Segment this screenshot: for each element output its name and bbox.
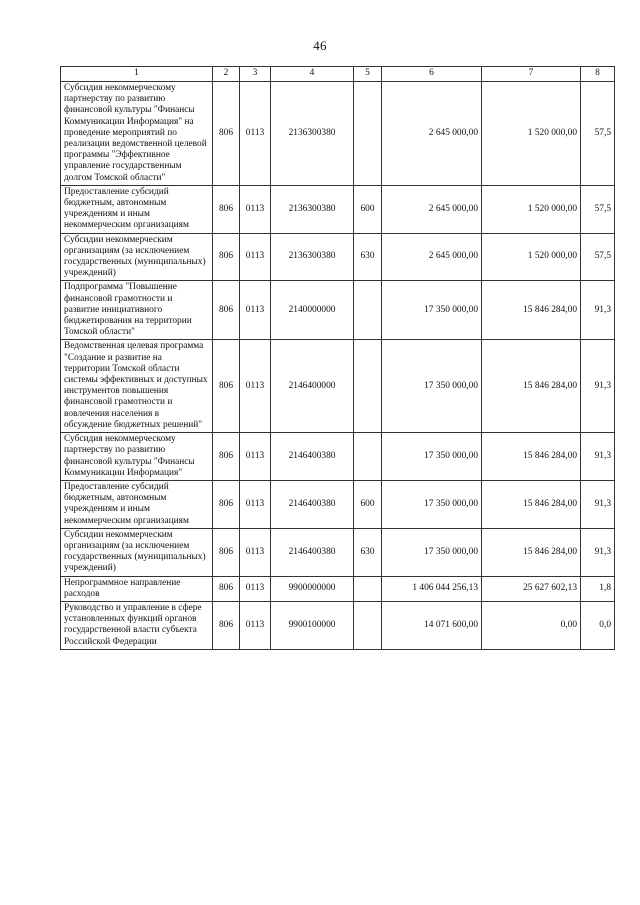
cell-actual: 25 627 602,13 (482, 576, 581, 601)
row-name: Субсидия некоммерческому партнерству по развитию финансовой культуры "Финансы Коммуникации Информация" на проведение мероприятий по реализации ведомственной целевой программы "Эффективное управление государственным долгом Томской области" (61, 82, 213, 186)
cell-ministry: 806 (213, 528, 240, 576)
cell-percent: 91,3 (581, 480, 615, 528)
cell-ministry: 806 (213, 185, 240, 233)
col-header: 4 (271, 67, 354, 82)
cell-actual: 1 520 000,00 (482, 185, 581, 233)
cell-plan: 17 350 000,00 (382, 281, 482, 340)
cell-ministry: 806 (213, 576, 240, 601)
cell-actual: 1 520 000,00 (482, 82, 581, 186)
cell-actual: 15 846 284,00 (482, 340, 581, 433)
cell-section: 0113 (240, 576, 271, 601)
cell-ministry: 806 (213, 433, 240, 481)
cell-section: 0113 (240, 82, 271, 186)
cell-actual: 15 846 284,00 (482, 281, 581, 340)
cell-expense-type (354, 281, 382, 340)
cell-ministry: 806 (213, 82, 240, 186)
cell-target: 2136300380 (271, 233, 354, 281)
table-row (61, 433, 615, 481)
cell-plan: 14 071 600,00 (382, 601, 482, 649)
cell-ministry: 806 (213, 480, 240, 528)
cell-actual: 0,00 (482, 601, 581, 649)
cell-ministry: 806 (213, 340, 240, 433)
cell-target: 9900100000 (271, 601, 354, 649)
cell-target: 2136300380 (271, 185, 354, 233)
cell-plan: 17 350 000,00 (382, 480, 482, 528)
cell-percent: 91,3 (581, 281, 615, 340)
cell-target: 9900000000 (271, 576, 354, 601)
cell-actual: 15 846 284,00 (482, 480, 581, 528)
cell-section: 0113 (240, 281, 271, 340)
cell-section: 0113 (240, 433, 271, 481)
cell-actual: 1 520 000,00 (482, 233, 581, 281)
table-row (61, 576, 615, 601)
row-name: Субсидии некоммерческим организациям (за исключением государственных (муниципальных) учреждений) (61, 528, 213, 576)
cell-percent: 1,8 (581, 576, 615, 601)
cell-section: 0113 (240, 185, 271, 233)
cell-expense-type: 630 (354, 528, 382, 576)
cell-plan: 17 350 000,00 (382, 528, 482, 576)
page-number: 46 (313, 38, 327, 53)
cell-plan: 2 645 000,00 (382, 233, 482, 281)
cell-expense-type: 630 (354, 233, 382, 281)
cell-expense-type (354, 433, 382, 481)
row-name: Ведомственная целевая программа "Создание и развитие на территории Томской области системы эффективных и доступных инструментов повышения финансовой грамотности и вовлечения населения в обсуждение бюджетных решений" (61, 340, 213, 433)
cell-target: 2140000000 (271, 281, 354, 340)
cell-section: 0113 (240, 528, 271, 576)
row-name: Подпрограмма "Повышение финансовой грамотности и развитие инициативного бюджетирования на территории Томской области" (61, 281, 213, 340)
row-name: Субсидия некоммерческому партнерству по развитию финансовой культуры "Финансы Коммуникации Информация" (61, 433, 213, 481)
col-header: 5 (354, 67, 382, 82)
col-header: 8 (581, 67, 615, 82)
cell-plan: 1 406 044 256,13 (382, 576, 482, 601)
table-row (61, 480, 615, 528)
cell-ministry: 806 (213, 233, 240, 281)
cell-target: 2136300380 (271, 82, 354, 186)
table-row (61, 601, 615, 649)
cell-target: 2146400380 (271, 480, 354, 528)
table-row (61, 185, 615, 233)
cell-expense-type (354, 340, 382, 433)
row-name: Непрограммное направление расходов (61, 576, 213, 601)
cell-percent: 57,5 (581, 185, 615, 233)
cell-actual: 15 846 284,00 (482, 433, 581, 481)
cell-plan: 2 645 000,00 (382, 185, 482, 233)
cell-expense-type (354, 601, 382, 649)
cell-percent: 91,3 (581, 340, 615, 433)
cell-plan: 17 350 000,00 (382, 340, 482, 433)
cell-section: 0113 (240, 340, 271, 433)
table-row (61, 528, 615, 576)
col-header: 2 (213, 67, 240, 82)
table-row (61, 82, 615, 186)
cell-section: 0113 (240, 480, 271, 528)
cell-ministry: 806 (213, 281, 240, 340)
cell-actual: 15 846 284,00 (482, 528, 581, 576)
table-row (61, 233, 615, 281)
col-header: 6 (382, 67, 482, 82)
cell-expense-type (354, 576, 382, 601)
cell-target: 2146400000 (271, 340, 354, 433)
cell-percent: 57,5 (581, 233, 615, 281)
header-row (61, 67, 615, 82)
cell-percent: 57,5 (581, 82, 615, 186)
cell-percent: 91,3 (581, 528, 615, 576)
col-header: 3 (240, 67, 271, 82)
cell-target: 2146400380 (271, 528, 354, 576)
cell-target: 2146400380 (271, 433, 354, 481)
table-row (61, 281, 615, 340)
table-row (61, 340, 615, 433)
cell-plan: 2 645 000,00 (382, 82, 482, 186)
budget-table (60, 66, 615, 650)
row-name: Предоставление субсидий бюджетным, автономным учреждениям и иным некоммерческим организациям (61, 480, 213, 528)
cell-percent: 91,3 (581, 433, 615, 481)
row-name: Предоставление субсидий бюджетным, автономным учреждениям и иным некоммерческим организациям (61, 185, 213, 233)
cell-plan: 17 350 000,00 (382, 433, 482, 481)
row-name: Субсидии некоммерческим организациям (за исключением государственных (муниципальных) учреждений) (61, 233, 213, 281)
cell-section: 0113 (240, 601, 271, 649)
col-header: 1 (61, 67, 213, 82)
col-header: 7 (482, 67, 581, 82)
cell-expense-type (354, 82, 382, 186)
cell-expense-type: 600 (354, 480, 382, 528)
cell-section: 0113 (240, 233, 271, 281)
cell-expense-type: 600 (354, 185, 382, 233)
cell-ministry: 806 (213, 601, 240, 649)
cell-percent: 0,0 (581, 601, 615, 649)
row-name: Руководство и управление в сфере установленных функций органов государственной власти субъекта Российской Федерации (61, 601, 213, 649)
